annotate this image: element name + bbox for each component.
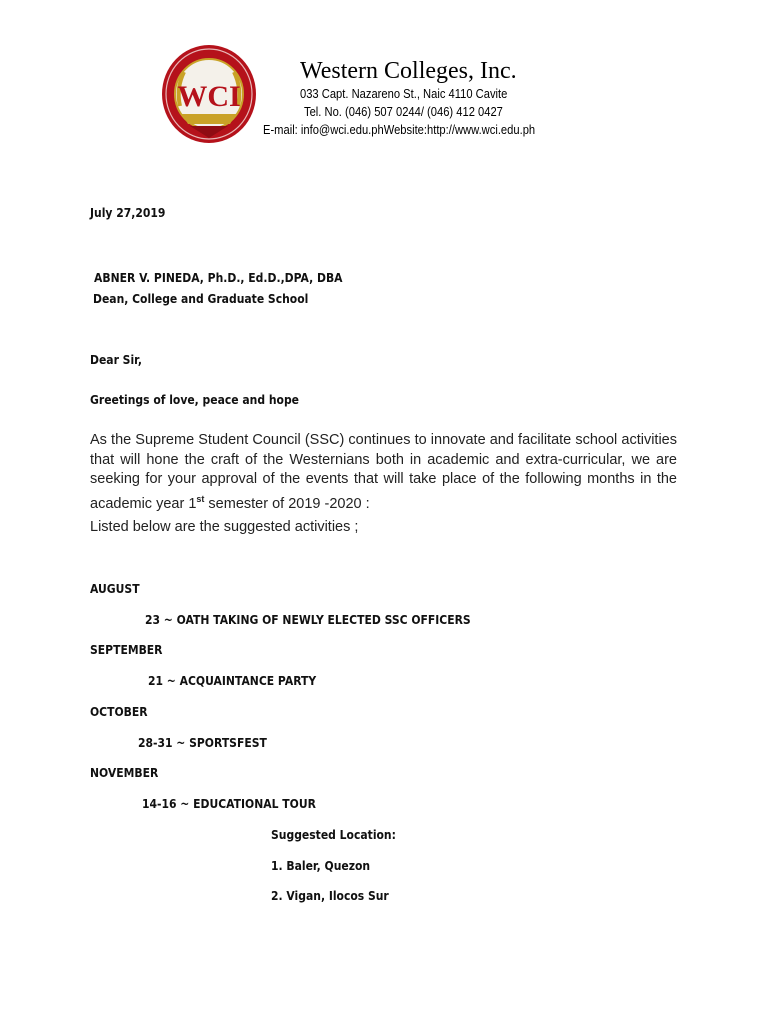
greeting: Greetings of love, peace and hope — [90, 393, 300, 407]
recipient-title: Dean, College and Graduate School — [93, 292, 309, 306]
salutation: Dear Sir, — [90, 353, 142, 367]
body-paragraph — [90, 431, 677, 514]
org-name: Western Colleges, Inc. — [300, 58, 517, 84]
org-address: 033 Capt. Nazareno St., Naic 4110 Cavite — [300, 86, 508, 101]
org-telephone: Tel. No. (046) 507 0244/ (046) 412 0427 — [304, 104, 503, 119]
suggested-location-label: Suggested Location: — [271, 828, 396, 842]
list-intro: Listed below are the suggested activities ; — [90, 519, 359, 535]
event-august: 23 ~ OATH TAKING OF NEWLY ELECTED SSC OFFICERS — [145, 613, 471, 627]
body-text-part2: semester of 2019 -2020 : — [204, 495, 370, 512]
location-item: 1. Baler, Quezon — [271, 859, 371, 873]
location-item: 2. Vigan, Ilocos Sur — [271, 889, 389, 903]
letter-date: July 27,2019 — [90, 206, 166, 220]
body-text-part1: As the Supreme Student Council (SSC) continues to innovate and facilitate school activities that will hone the craft of the Westernians both in academic and extra-curricular, we are seeking for your approval of the events that will take place of the following months in the academic year 1 — [90, 432, 677, 512]
logo-text: WCI — [177, 80, 241, 113]
recipient-name: ABNER V. PINEDA, Ph.D., Ed.D.,DPA, DBA — [94, 271, 343, 285]
month-november: NOVEMBER — [90, 766, 159, 780]
event-september: 21 ~ ACQUAINTANCE PARTY — [148, 674, 317, 688]
month-september: SEPTEMBER — [90, 643, 163, 657]
event-november: 14-16 ~ EDUCATIONAL TOUR — [142, 797, 316, 811]
org-email-website: E-mail: info@wci.edu.phWebsite:http://www.wci.edu.ph — [263, 122, 536, 137]
ordinal-suffix: st — [196, 493, 205, 504]
month-october: OCTOBER — [90, 705, 148, 719]
college-seal-logo — [160, 44, 258, 146]
event-october: 28-31 ~ SPORTSFEST — [138, 736, 267, 750]
month-august: AUGUST — [90, 582, 140, 596]
